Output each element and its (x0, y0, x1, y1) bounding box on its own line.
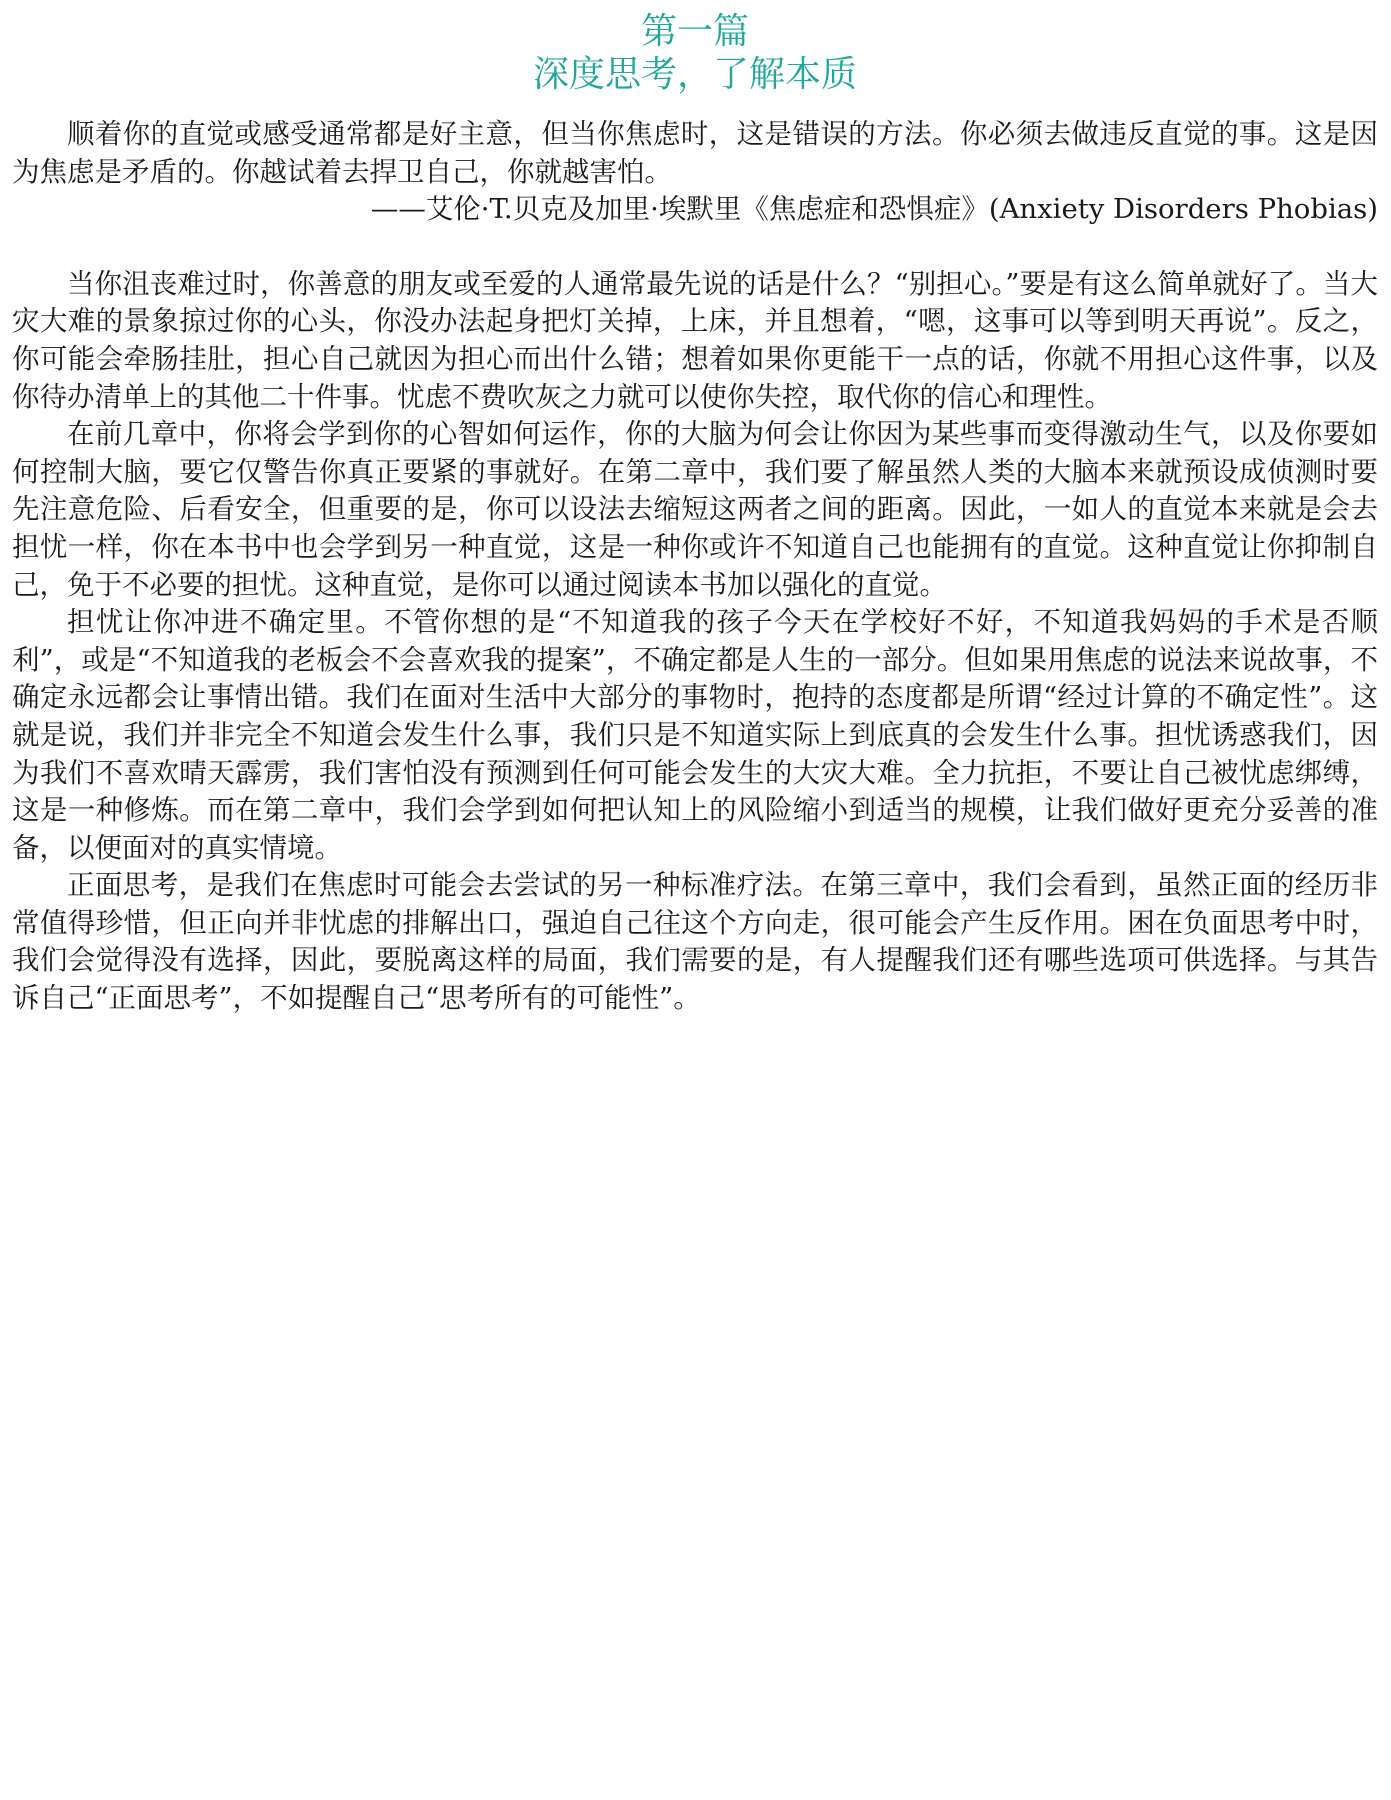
paragraph: 担忧让你冲进不确定里。不管你想的是“不知道我的孩子今天在学校好不好，不知道我妈妈的手术是否顺利”，或是“不知道我的老板会不会喜欢我的提案”，不确定都是人生的一部分。但如果用焦虑的说法来说故事，不确定永远都会让事情出错。我们在面对生活中大部分的事物时，抱持的态度都是所谓“经过计算的不确定性”。这就是说，我们并非完全不知道会发生什么事，我们只是不知道实际上到底真的会发生什么事。担忧诱惑我们，因为我们不喜欢晴天霹雳，我们害怕没有预测到任何可能会发生的大灾大难。全力抗拒，不要让自己被忧虑绑缚，这是一种修炼。而在第二章中，我们会学到如何把认知上的风险缩小到适当的规模，让我们做好更充分妥善的准备，以便面对的真实情境。 (12, 606, 1378, 864)
epigraph-attribution: ——艾伦·T.贝克及加里·埃默里《焦虑症和恐惧症》(Anxiety Disorders Phobias) (370, 193, 1378, 226)
epigraph-quote: 顺着你的直觉或感受通常都是好主意，但当你焦虑时，这是错误的方法。你必须去做违反直觉的事。这是因为焦虑是矛盾的。你越试着去捍卫自己，你就越害怕。 (12, 118, 1378, 188)
epigraph (12, 116, 1378, 229)
chapter-title: 深度思考，了解本质 (532, 54, 857, 95)
part-heading: 第一篇 (640, 11, 749, 52)
paragraph: 当你沮丧难过时，你善意的朋友或至爱的人通常最先说的话是什么？“别担心。”要是有这么简单就好了。当大灾大难的景象掠过你的心头，你没办法起身把灯关掉，上床，并且想着，“嗯，这事可以等到明天再说”。反之，你可能会牵肠挂肚，担心自己就因为担心而出什么错；想着如果你更能干一点的话，你就不用担心这件事，以及你待办清单上的其他二十件事。忧虑不费吹灰之力就可以使你失控，取代你的信心和理性。 (12, 267, 1378, 413)
book-page (12, 10, 1378, 1018)
paragraph: 正面思考，是我们在焦虑时可能会去尝试的另一种标准疗法。在第三章中，我们会看到，虽然正面的经历非常值得珍惜，但正向并非忧虑的排解出口，强迫自己往这个方向走，很可能会产生反作用。困在负面思考中时，我们会觉得没有选择，因此，要脱离这样的局面，我们需要的是，有人提醒我们还有哪些选项可供选择。与其告诉自己“正面思考”，不如提醒自己“思考所有的可能性”。 (12, 869, 1378, 1015)
body-text (12, 266, 1378, 1018)
paragraph: 在前几章中，你将会学到你的心智如何运作，你的大脑为何会让你因为某些事而变得激动生气，以及你要如何控制大脑，要它仅警告你真正要紧的事就好。在第二章中，我们要了解虽然人类的大脑本来就预设成侦测时要先注意危险、后看安全，但重要的是，你可以设法去缩短这两者之间的距离。因此，一如人的直觉本来就是会去担忧一样，你在本书中也会学到另一种直觉，这是一种你或许不知道自己也能拥有的直觉。这种直觉让你抑制自己，免于不必要的担忧。这种直觉，是你可以通过阅读本书加以强化的直觉。 (12, 418, 1378, 601)
